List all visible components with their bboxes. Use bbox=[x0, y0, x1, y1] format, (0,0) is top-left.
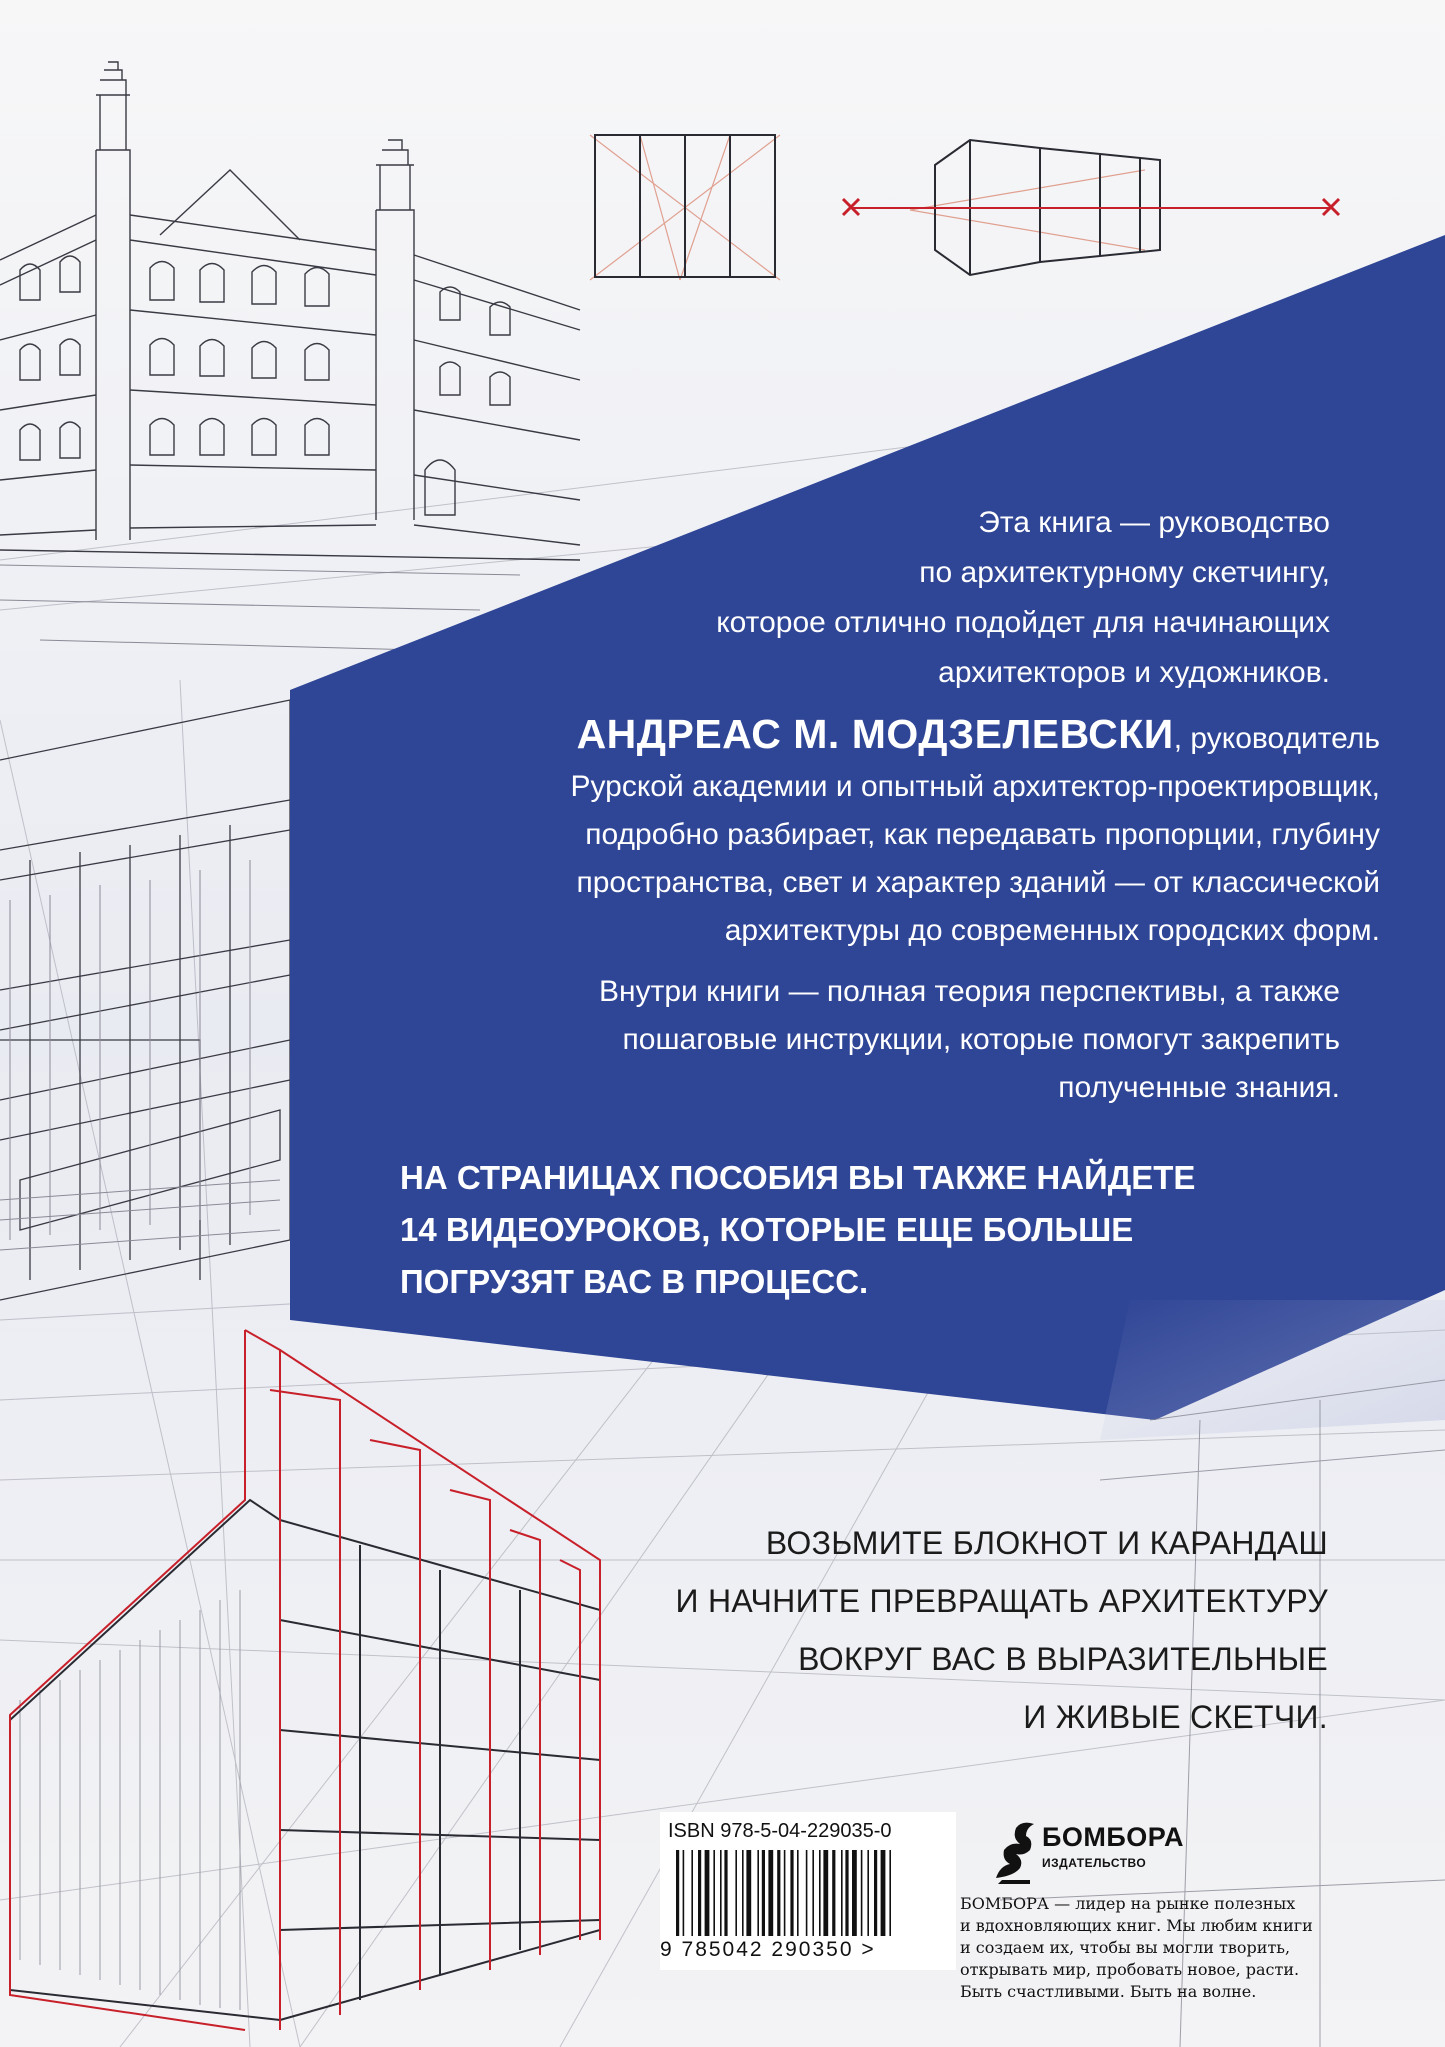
intro-line: которое отлично подойдет для начинающих bbox=[716, 606, 1330, 639]
cta-line: И ЖИВЫЕ СКЕТЧИ. bbox=[1023, 1699, 1328, 1735]
bombora-wave-icon bbox=[990, 1806, 1040, 1892]
cta-line: ВОКРУГ ВАС В ВЫРАЗИТЕЛЬНЫЕ bbox=[798, 1641, 1328, 1677]
cta-line: И НАЧНИТЕ ПРЕВРАЩАТЬ АРХИТЕКТУРУ bbox=[675, 1583, 1328, 1619]
publisher-logo bbox=[990, 1806, 1220, 1892]
publisher-desc-line: Быть счастливыми. Быть на волне. bbox=[960, 1982, 1257, 2001]
barcode-digits: 9 785042 290350 > bbox=[660, 1938, 876, 1961]
isbn-label: ISBN 978-5-04-229035-0 bbox=[668, 1820, 892, 1842]
videos-line: НА СТРАНИЦАХ ПОСОБИЯ ВЫ ТАКЖЕ НАЙДЕТЕ bbox=[400, 1159, 1196, 1196]
videos-line: ПОГРУЗЯТ ВАС В ПРОЦЕСС. bbox=[400, 1263, 869, 1300]
publisher-desc-line: и создаем их, чтобы вы могли творить, bbox=[960, 1938, 1291, 1957]
call-to-action bbox=[600, 1514, 1328, 1746]
intro-line: архитекторов и художников. bbox=[938, 656, 1330, 689]
publisher-desc-line: БОМБОРА — лидер на рынке полезных bbox=[960, 1894, 1296, 1913]
author-line: архитектуры до современных городских форм. bbox=[724, 914, 1380, 947]
inside-line: полученные знания. bbox=[1058, 1071, 1340, 1104]
intro-line: по архитектурному скетчингу, bbox=[919, 556, 1330, 589]
author-role: , руководитель bbox=[1173, 722, 1380, 755]
author-name: АНДРЕАС М. МОДЗЕЛЕВСКИ bbox=[576, 711, 1174, 757]
video-lessons-callout bbox=[400, 1152, 1300, 1308]
videos-line: 14 ВИДЕОУРОКОВ, КОТОРЫЕ ЕЩЕ БОЛЬШЕ bbox=[400, 1211, 1134, 1248]
author-line: Рурской академии и опытный архитектор-проектировщик, bbox=[570, 770, 1380, 803]
publisher-description bbox=[960, 1893, 1330, 2003]
author-heading-line bbox=[370, 710, 1380, 763]
publisher-desc-line: открывать мир, пробовать новое, расти. bbox=[960, 1960, 1300, 1979]
inside-line: Внутри книги — полная теория перспективы, а также bbox=[599, 975, 1340, 1008]
intro-line: Эта книга — руководство bbox=[978, 506, 1330, 539]
publisher-desc-line: и вдохновляющих книг. Мы любим книги bbox=[960, 1916, 1313, 1935]
intro-text bbox=[600, 498, 1330, 698]
inside-description bbox=[440, 968, 1340, 1112]
publisher-subtitle: ИЗДАТЕЛЬСТВО bbox=[1042, 1856, 1147, 1870]
inside-line: пошаговые инструкции, которые помогут закрепить bbox=[622, 1023, 1340, 1056]
author-line: пространства, свет и характер зданий — от классической bbox=[576, 866, 1380, 899]
author-line: подробно разбирает, как передавать пропорции, глубину bbox=[585, 818, 1380, 851]
barcode-icon bbox=[676, 1850, 946, 1936]
isbn-barcode-box bbox=[660, 1812, 956, 1970]
cta-line: ВОЗЬМИТЕ БЛОКНОТ И КАРАНДАШ bbox=[765, 1525, 1328, 1561]
author-description bbox=[370, 710, 1380, 955]
publisher-name: БОМБОРА bbox=[1042, 1822, 1184, 1852]
